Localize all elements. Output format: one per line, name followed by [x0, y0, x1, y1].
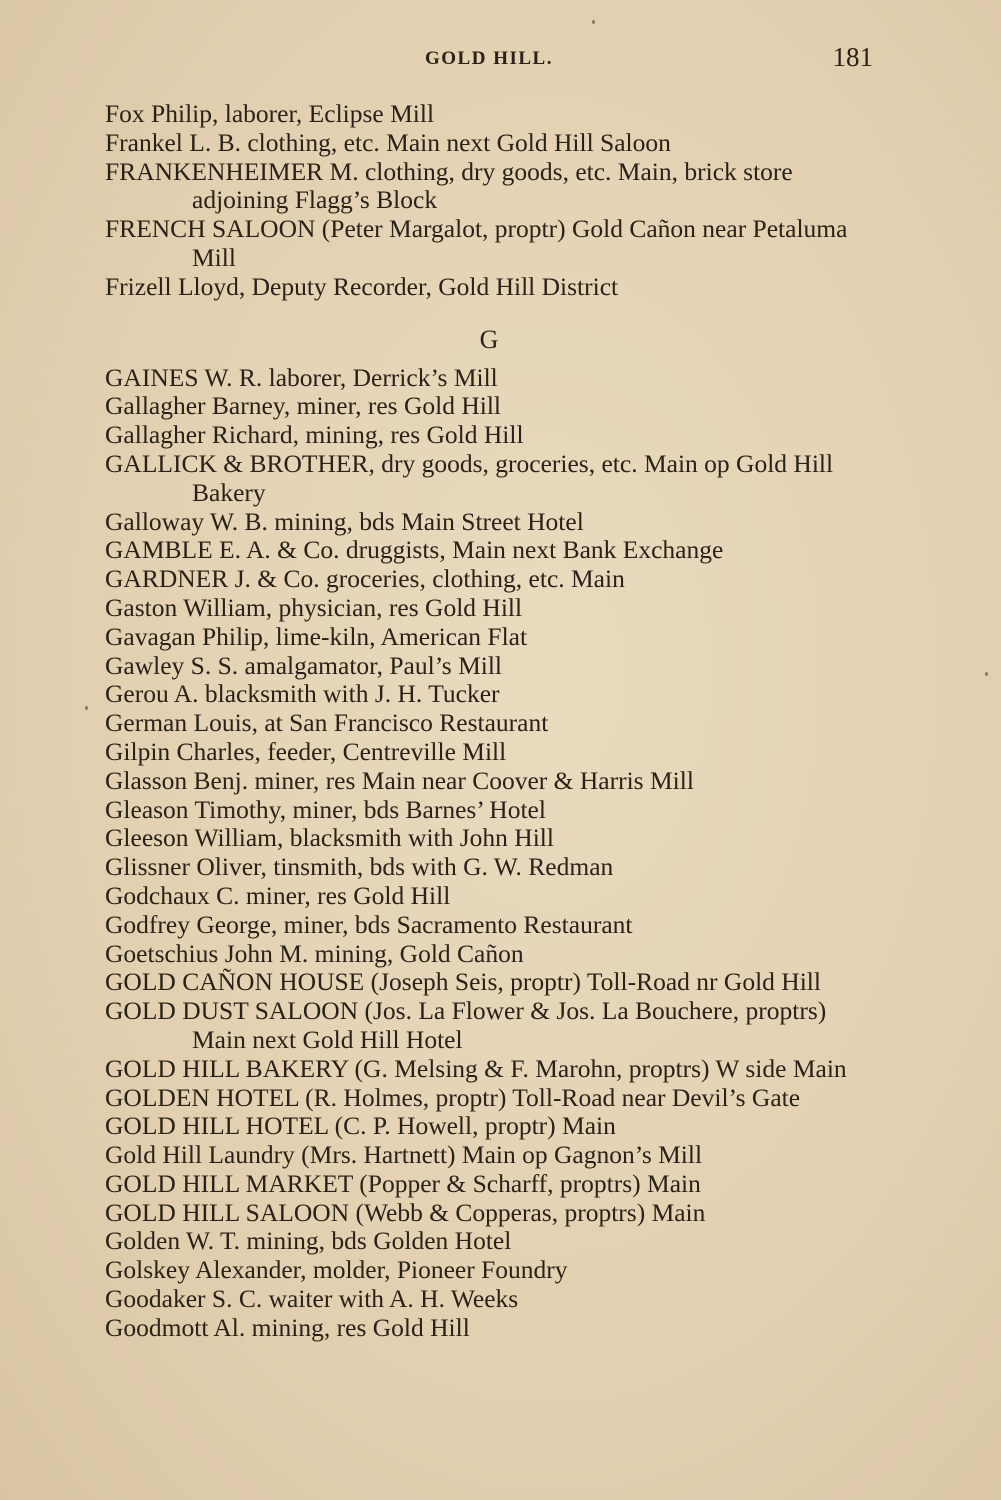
page-header	[105, 42, 873, 78]
directory-entry: FRENCH SALOON (Peter Margalot, proptr) Gold Cañon near Petaluma Mill	[105, 214, 848, 272]
directory-entry: Golskey Alexander, molder, Pioneer Foundry	[105, 1255, 568, 1285]
directory-entry: Galloway W. B. mining, bds Main Street Hotel	[105, 506, 584, 536]
directory-entry: GOLD DUST SALOON (Jos. La Flower & Jos. La Bouchere, proptrs) Main next Gold Hill Hotel	[105, 996, 827, 1054]
directory-entry: Gilpin Charles, feeder, Centreville Mill	[105, 736, 507, 766]
directory-entry: Goetschius John M. mining, Gold Cañon	[105, 938, 524, 968]
directory-entry: GOLD CAÑON HOUSE (Joseph Seis, proptr) Toll-Road nr Gold Hill	[105, 967, 821, 997]
directory-entry: Gerou A. blacksmith with J. H. Tucker	[105, 679, 500, 709]
directory-entry: Frizell Lloyd, Deputy Recorder, Gold Hill District	[105, 271, 619, 301]
ink-speck	[592, 20, 595, 24]
directory-entry: Frankel L. B. clothing, etc. Main next Gold Hill Saloon	[105, 127, 671, 157]
ink-speck	[85, 706, 88, 710]
directory-entry: GOLDEN HOTEL (R. Holmes, proptr) Toll-Road near Devil’s Gate	[105, 1082, 801, 1112]
directory-entry: Gavagan Philip, lime-kiln, American Flat	[105, 621, 528, 651]
directory-entry: Godchaux C. miner, res Gold Hill	[105, 880, 451, 910]
directory-entry: Gaston William, physician, res Gold Hill	[105, 592, 523, 622]
directory-entry: GOLD HILL MARKET (Popper & Scharff, proptrs) Main	[105, 1168, 701, 1198]
entries-g	[105, 364, 873, 1343]
ink-speck	[985, 672, 988, 676]
directory-entry: Gleeson William, blacksmith with John Hill	[105, 823, 554, 853]
directory-entry: German Louis, at San Francisco Restaurant	[105, 708, 549, 738]
entries-f	[105, 100, 873, 302]
directory-entry: Glissner Oliver, tinsmith, bds with G. W. Redman	[105, 852, 614, 882]
directory-entry: Gallagher Barney, miner, res Gold Hill	[105, 391, 501, 421]
directory-entry: Godfrey George, miner, bds Sacramento Restaurant	[105, 909, 633, 939]
directory-entry: Gallagher Richard, mining, res Gold Hill	[105, 420, 524, 450]
directory-entry: Goodmott Al. mining, res Gold Hill	[105, 1312, 470, 1342]
directory-entry: GARDNER J. & Co. groceries, clothing, etc. Main	[105, 564, 625, 594]
directory-entry: GALLICK & BROTHER, dry goods, groceries, etc. Main op Gold Hill Bakery	[105, 448, 834, 507]
section-letter: G	[479, 324, 499, 354]
directory-entry: Golden W. T. mining, bds Golden Hotel	[105, 1226, 512, 1256]
directory-entry: GOLD HILL HOTEL (C. P. Howell, proptr) Main	[105, 1111, 616, 1141]
directory-entry: Gold Hill Laundry (Mrs. Hartnett) Main op Gagnon’s Mill	[105, 1140, 703, 1170]
directory-entry: GAMBLE E. A. & Co. druggists, Main next Bank Exchange	[105, 535, 724, 565]
directory-entry: Fox Philip, laborer, Eclipse Mill	[105, 99, 435, 128]
directory-entry: Glasson Benj. miner, res Main near Coover & Harris Mill	[105, 765, 694, 795]
directory-entry: Goodaker S. C. waiter with A. H. Weeks	[105, 1284, 519, 1314]
directory-entry: Gleason Timothy, miner, bds Barnes’ Hotel	[105, 794, 546, 824]
directory-entries	[105, 100, 873, 1343]
directory-entry: GAINES W. R. laborer, Derrick’s Mill	[105, 362, 498, 392]
directory-entry: Gawley S. S. amalgamator, Paul’s Mill	[105, 650, 503, 680]
directory-entry: GOLD HILL SALOON (Webb & Copperas, proptrs) Main	[105, 1197, 706, 1227]
page-number: 181	[832, 42, 873, 72]
directory-entry: FRANKENHEIMER M. clothing, dry goods, etc. Main, brick store adjoining Flagg’s Block	[105, 156, 793, 215]
running-head: GOLD HILL.	[425, 48, 553, 69]
directory-entry: GOLD HILL BAKERY (G. Melsing & F. Marohn, proptrs) W side Main	[105, 1053, 847, 1083]
